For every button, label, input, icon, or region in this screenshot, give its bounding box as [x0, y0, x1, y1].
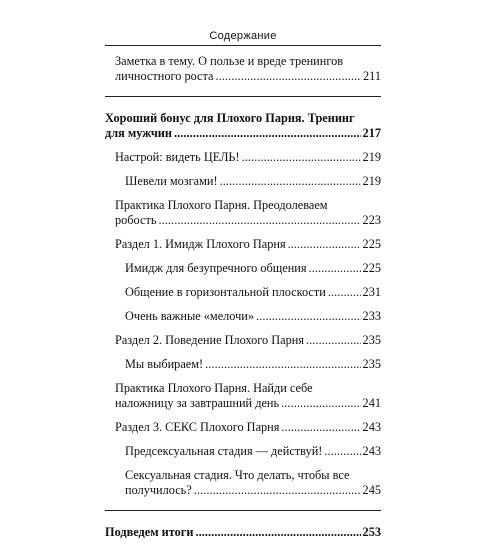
toc-page-number: 225 [362, 237, 381, 251]
toc-entry-title: Практика Плохого Парня. Преодолеваем [115, 198, 328, 212]
toc-entry[interactable] [105, 198, 381, 228]
toc-entry-title: Предсексуальная стадия — действуй! [125, 444, 323, 458]
toc-entry-line [115, 54, 381, 69]
toc-entry[interactable] [105, 381, 381, 411]
toc-entry-line [125, 285, 381, 300]
dot-leader [328, 285, 361, 300]
toc-entry-title: для мужчин [105, 126, 172, 140]
toc-entry[interactable] [105, 150, 381, 165]
toc-entry[interactable] [105, 174, 381, 189]
toc-entry-line [125, 174, 381, 189]
section-divider [105, 510, 381, 511]
toc-page-number: 243 [362, 420, 381, 434]
toc-entry-line [115, 237, 381, 252]
dot-leader [309, 261, 361, 276]
toc-entry-title: Имидж для безупречного общения [125, 261, 307, 275]
toc-entry-line [125, 357, 381, 372]
toc-entry[interactable] [105, 309, 381, 324]
toc-entry-title: Раздел 3. СЕКС Плохого Парня [115, 420, 280, 434]
toc-entry-line [105, 111, 381, 126]
toc-entry-title: Практика Плохого Парня. Найди себе [115, 381, 313, 395]
dot-leader [174, 126, 361, 141]
dot-leader [256, 309, 361, 324]
toc-entry-title: Общение в горизонтальной плоскости [125, 285, 326, 299]
section-divider [105, 96, 381, 97]
toc-entry-title: Хороший бонус для Плохого Парня. Тренинг [105, 111, 355, 125]
toc-entry-title: Сексуальная стадия. Что делать, чтобы все [125, 468, 350, 482]
toc-entry-line [115, 150, 381, 165]
dot-leader [205, 357, 360, 372]
toc-entry-title: Раздел 2. Поведение Плохого Парня [115, 333, 304, 347]
toc-page-number: 231 [362, 285, 381, 299]
toc-entry-line [115, 381, 381, 396]
toc-page-number: 235 [362, 357, 381, 371]
toc-page-number: 219 [362, 174, 381, 188]
toc-entry[interactable] [105, 111, 381, 141]
toc-entry-title: личностного роста [115, 69, 214, 83]
toc-page-number: 219 [362, 150, 381, 164]
toc-entry[interactable] [105, 525, 381, 540]
toc-entry[interactable] [105, 54, 381, 84]
toc-entry-title: Настрой: видеть ЦЕЛЬ! [115, 150, 240, 164]
toc-page-number: 225 [362, 261, 381, 275]
table-of-contents [105, 54, 381, 549]
toc-entry-title: получилось? [125, 483, 192, 497]
toc-entry[interactable] [105, 468, 381, 498]
dot-leader [281, 420, 360, 435]
header-rule [105, 45, 381, 46]
page-header-title: Содержание [209, 30, 277, 42]
toc-entry[interactable] [105, 357, 381, 372]
toc-entry-title: робость [115, 213, 157, 227]
toc-entry-line [115, 333, 381, 348]
toc-entry-line [125, 468, 381, 483]
toc-entry[interactable] [105, 237, 381, 252]
toc-entry[interactable] [105, 285, 381, 300]
toc-entry-line [125, 444, 381, 459]
toc-entry[interactable] [105, 333, 381, 348]
toc-entry-line [115, 69, 381, 84]
dot-leader [324, 444, 360, 459]
dot-leader [281, 396, 360, 411]
dot-leader [220, 174, 361, 189]
toc-entry[interactable] [105, 444, 381, 459]
toc-entry[interactable] [105, 261, 381, 276]
toc-page-number: 243 [362, 444, 381, 458]
toc-entry-line [115, 213, 381, 228]
toc-page-number: 211 [363, 69, 381, 83]
toc-entry[interactable] [105, 420, 381, 435]
toc-page-number: 241 [362, 396, 381, 410]
toc-entry-line [115, 198, 381, 213]
toc-entry-line [105, 126, 381, 141]
dot-leader [194, 483, 361, 498]
toc-entry-title: Мы выбираем! [125, 357, 204, 371]
dot-leader [288, 237, 361, 252]
toc-entry-line [125, 309, 381, 324]
toc-entry-title: наложницу за завтрашний день [115, 396, 280, 410]
toc-page-number: 217 [362, 126, 381, 140]
toc-entry-title: Шевели мозгами! [125, 174, 218, 188]
dot-leader [306, 333, 361, 348]
toc-entry-line [105, 525, 381, 540]
dot-leader [242, 150, 361, 165]
toc-entry-line [115, 396, 381, 411]
toc-page-number: 223 [362, 213, 381, 227]
toc-entry-title: Раздел 1. Имидж Плохого Парня [115, 237, 286, 251]
dot-leader [195, 525, 360, 540]
toc-entry-title: Очень важные «мелочи» [125, 309, 255, 323]
toc-entry-line [115, 420, 381, 435]
toc-entry-title: Заметка в тему. О пользе и вреде тренингов [115, 54, 344, 68]
toc-entry-line [125, 261, 381, 276]
dot-leader [158, 213, 360, 228]
toc-page-number: 233 [362, 309, 381, 323]
toc-entry-line [125, 483, 381, 498]
toc-entry-title: Подведем итоги [105, 525, 194, 539]
toc-page-number: 245 [362, 483, 381, 497]
dot-leader [216, 69, 361, 84]
toc-page-number: 235 [362, 333, 381, 347]
toc-page-number: 253 [362, 525, 381, 539]
